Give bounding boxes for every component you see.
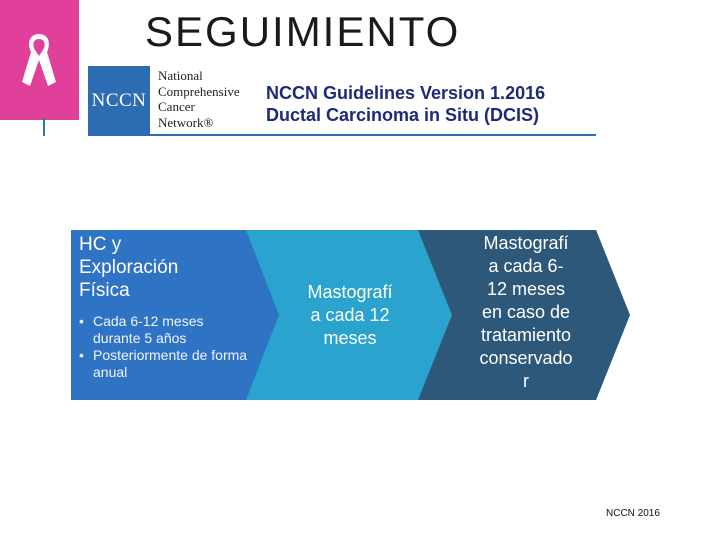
page-title: SEGUIMIENTO: [145, 8, 461, 55]
step-1-bullet: • Cada 6-12 meses durante 5 años: [79, 313, 249, 347]
nccn-banner: [88, 66, 596, 138]
banner-rule: [88, 134, 596, 136]
step-1-bullet: • Posteriormente de forma anual: [79, 347, 249, 381]
source-note: NCCN 2016: [606, 508, 660, 519]
accent-line: [43, 118, 45, 136]
logo-box: [0, 0, 79, 120]
pink-ribbon-icon: [18, 30, 60, 88]
step-1-heading: HC y Exploración Física: [79, 234, 179, 301]
step-3-heading: Mastografí a cada 6- 12 meses en caso de tratamiento conservado r: [479, 233, 573, 391]
step-2-heading: Mastografí a cada 12 meses: [307, 282, 393, 348]
nccn-logo-mark: NCCN: [88, 66, 150, 136]
nccn-organization-name: National Comprehensive Cancer Network®: [158, 68, 240, 130]
step-1-bullets: [79, 313, 249, 381]
guideline-title: NCCN Guidelines Version 1.2016 Ductal Carcinoma in Situ (DCIS): [266, 83, 546, 125]
